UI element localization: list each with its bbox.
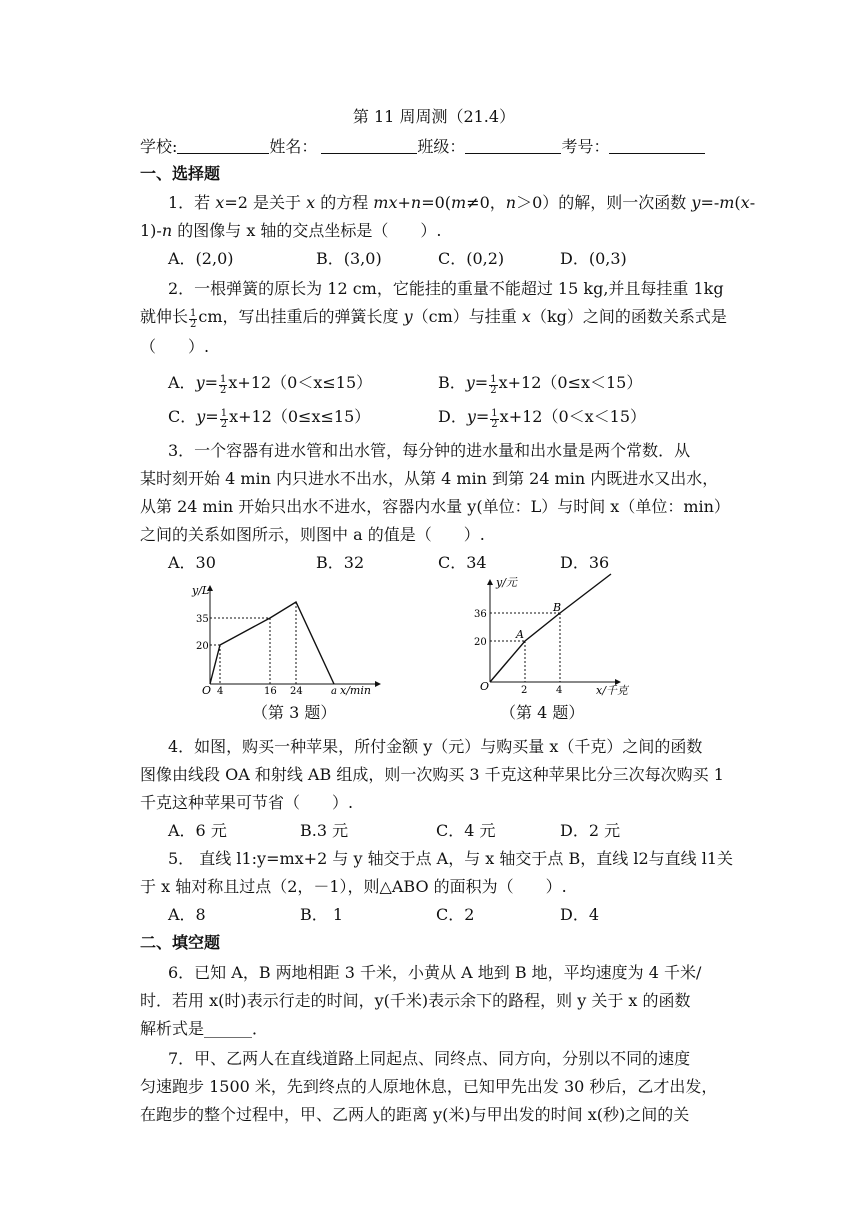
q3-option-a[interactable]: A．30: [168, 553, 216, 572]
q2-line1: 2．一根弹簧的原长为 12 cm，它能挂的重量不能超过 15 kg,并且每挂重 1kg: [168, 279, 724, 298]
q4-line1: 4．如图，购买一种苹果，所付金额 y（元）与购买量 x（千克）之间的函数: [168, 737, 703, 756]
fig4-ytick-20: 20: [474, 637, 487, 648]
figure-3-graph: [190, 580, 390, 698]
fig3-ytick-20: 20: [196, 641, 209, 652]
school-blank[interactable]: [177, 137, 269, 154]
name-blank[interactable]: [321, 137, 417, 154]
q3-line2: 某时刻开始 4 min 内只进水不出水，从第 4 min 到第 24 min 内既进水又出水，: [140, 469, 719, 488]
q3-option-d[interactable]: D．36: [560, 553, 610, 572]
q6-line1: 6．已知 A，B 两地相距 3 千米，小黄从 A 地到 B 地，平均速度为 4 千米/: [168, 963, 702, 982]
figure-3-caption: （第 3 题）: [252, 703, 337, 722]
fig4-origin: O: [480, 680, 490, 693]
q1-line2: 1)-n 的图像与 x 轴的交点坐标是（ ）.: [140, 221, 442, 240]
q2-option-c[interactable]: C．y= $\frac{1}{2}$ x+12（0≤x≤15）: [168, 407, 371, 430]
exam-no-label: 考号：: [561, 137, 610, 156]
q7-line1: 7．甲、乙两人在直线道路上同起点、同终点、同方向，分别以不同的速度: [168, 1049, 691, 1068]
q5-option-d[interactable]: D．4: [560, 905, 600, 924]
q6-line3: 解析式是______．: [140, 1019, 269, 1038]
q3-option-b[interactable]: B．32: [316, 553, 365, 572]
school-label: 学校:: [140, 137, 178, 156]
fig4-x-label: x/千克: [596, 684, 628, 697]
q4-line2: 图像由线段 OA 和射线 AB 组成，则一次购买 3 千克这种苹果比分三次每次购买 1: [140, 765, 724, 784]
q3-line3: 从第 24 min 开始只出水不进水，容器内水量 y(单位：L）与时间 x（单位：min）: [140, 497, 730, 516]
fig3-xtick-4: 4: [217, 686, 224, 697]
q5-option-a[interactable]: A．8: [168, 905, 206, 924]
fig3-ytick-35: 35: [196, 614, 209, 625]
figure-4-graph: [470, 572, 640, 698]
exam-no-blank[interactable]: [609, 137, 705, 154]
q2-line3: （ ）.: [140, 337, 210, 356]
q4-option-d[interactable]: D．2 元: [560, 821, 621, 840]
fig4-y-label: y/元: [496, 576, 517, 589]
q1-option-c[interactable]: C．(0,2): [438, 249, 505, 268]
q1-option-b[interactable]: B．(3,0): [316, 249, 382, 268]
fig4-xtick-4: 4: [556, 685, 563, 696]
q7-line2: 匀速跑步 1500 米，先到终点的人原地休息，已知甲先出发 30 秒后，乙才出发，: [140, 1077, 718, 1096]
q5-option-c[interactable]: C．2: [436, 905, 475, 924]
q7-line3: 在跑步的整个过程中，甲、乙两人的距离 y(米)与甲出发的时间 x(秒)之间的关: [140, 1105, 690, 1124]
q2-option-b[interactable]: B．y= $\frac{1}{2}$ x+12（0≤x＜15）: [438, 373, 643, 396]
q3-option-c[interactable]: C．34: [438, 553, 487, 572]
fig4-xtick-2: 2: [521, 685, 528, 696]
fig3-x-label: x/min: [340, 684, 371, 697]
section-fill: 二、填空题: [140, 933, 221, 952]
figure-4-caption: （第 4 题）: [500, 703, 585, 722]
class-label: 班级：: [417, 137, 466, 156]
fig4-point-b: B: [553, 601, 562, 614]
q1-option-d[interactable]: D．(0,3): [560, 249, 627, 268]
q4-option-a[interactable]: A．6 元: [168, 821, 227, 840]
fig4-ytick-36: 36: [474, 609, 487, 620]
q2-option-d[interactable]: D．y= $\frac{1}{2}$ x+12（0＜x＜15）: [438, 407, 647, 430]
q1-line1: 1．若 x=2 是关于 x 的方程 mx+n=0(m≠0，n＞0）的解，则一次函数 y=-m(x-: [168, 193, 756, 212]
fig4-point-a: A: [516, 628, 524, 641]
fig3-origin: O: [202, 684, 212, 697]
q2-line2: 就伸长 $\frac{1}{2}$ cm，写出挂重后的弹簧长度 y（cm）与挂重 x（kg）之间的函数关系式是: [140, 307, 727, 330]
q5-line1: 5． 直线 l1:y=mx+2 与 y 轴交于点 A，与 x 轴交于点 B，直线 l2与直线 l1关: [168, 849, 734, 868]
header-fields: [140, 136, 705, 158]
fig3-water-line: [210, 602, 334, 684]
fig3-xtick-16: 16: [264, 686, 277, 697]
q2-option-a[interactable]: A．y= $\frac{1}{2}$ x+12（0＜x≤15）: [168, 373, 373, 396]
fig3-xtick-a: a: [331, 686, 337, 697]
half-fraction: $\frac{1}{2}$: [190, 308, 197, 330]
q5-line2: 于 x 轴对称且过点（2，－1），则△ABO 的面积为（ ）.: [140, 877, 567, 896]
class-blank[interactable]: [465, 137, 561, 154]
section-choice: 一、选择题: [140, 164, 221, 183]
q1-option-a[interactable]: A．(2,0): [168, 249, 234, 268]
q6-line2: 时．若用 x(时)表示行走的时间，y(千米)表示余下的路程，则 y 关于 x 的函数: [140, 991, 691, 1010]
fig3-xtick-24: 24: [290, 686, 303, 697]
q5-option-b[interactable]: B． 1: [300, 905, 344, 924]
q3-line1: 3．一个容器有进水管和出水管，每分钟的进水量和出水量是两个常数．从: [168, 441, 691, 460]
page-title: 第 11 周周测（21.4）: [352, 107, 516, 126]
q3-line4: 之间的关系如图所示，则图中 a 的值是（ ）.: [140, 525, 485, 544]
fig3-y-label: y/L: [192, 584, 210, 597]
fig4-price-line: [490, 574, 611, 682]
q4-option-b[interactable]: B.3 元: [300, 821, 349, 840]
name-label: 姓名：: [269, 137, 318, 156]
q4-line3: 千克这种苹果可节省（ ）.: [140, 793, 354, 812]
q4-option-c[interactable]: C．4 元: [436, 821, 496, 840]
